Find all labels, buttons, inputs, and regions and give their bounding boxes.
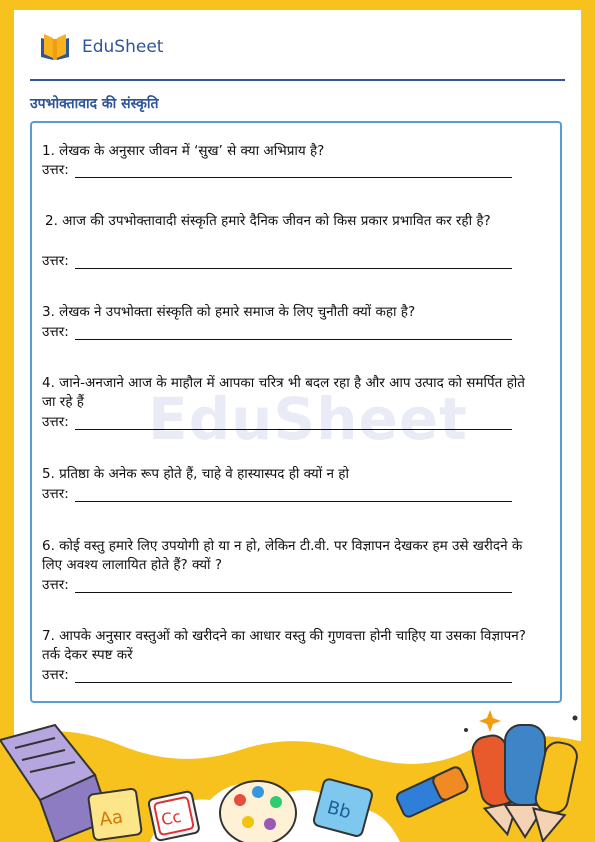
answer-line-6[interactable] <box>75 578 512 593</box>
answer-line-3[interactable] <box>75 325 512 340</box>
answer-row-1 <box>42 160 512 178</box>
answer-label: उत्तर: <box>42 577 69 593</box>
answer-line-2[interactable] <box>75 254 512 269</box>
brand-name: EduSheet <box>82 37 164 57</box>
worksheet-title: उपभोक्तावाद की संस्कृति <box>30 96 159 112</box>
svg-text:Bb: Bb <box>324 797 354 824</box>
svg-text:Aa: Aa <box>98 806 125 831</box>
alphabet-block-a-icon <box>88 788 142 840</box>
answer-label: उत्तर: <box>42 253 69 269</box>
question-2: 2. आज की उपभोक्तावादी संस्कृति हमारे दैनिक जीवन को किस प्रकार प्रभावित कर रही है? <box>45 213 491 229</box>
answer-row-4 <box>42 412 512 430</box>
answer-line-5[interactable] <box>75 487 512 502</box>
answer-line-7[interactable] <box>75 668 512 683</box>
watermark: EduSheet <box>148 385 468 453</box>
answer-label: उत्तर: <box>42 667 69 683</box>
stationery-illustration <box>0 700 595 842</box>
question-4: 4. जाने-अनजाने आज के माहौल में आपका चरित्र भी बदल रहा है और आप उत्पाद को समर्पित होते जा रहे हैं <box>42 375 525 410</box>
answer-label: उत्तर: <box>42 324 69 340</box>
answer-line-4[interactable] <box>75 415 512 430</box>
answer-label: उत्तर: <box>42 162 69 178</box>
question-7: 7. आपके अनुसार वस्तुओं को खरीदने का आधार वस्तु की गुणवत्ता होनी चाहिए या उसका विज्ञापन? तर्क देकर स्पष्ट करें <box>42 628 526 663</box>
answer-row-2 <box>42 251 512 269</box>
answer-line-1[interactable] <box>75 163 512 178</box>
paint-palette-icon <box>220 781 296 842</box>
svg-text:Cc: Cc <box>159 806 183 830</box>
answer-row-6 <box>42 575 512 593</box>
question-5: 5. प्रतिष्ठा के अनेक रूप होते हैं, चाहे वे हास्यास्पद ही क्यों न हो <box>42 466 349 482</box>
header-divider <box>30 79 565 81</box>
answer-row-3 <box>42 322 512 340</box>
alphabet-block-c-icon <box>148 791 200 841</box>
question-6: 6. कोई वस्तु हमारे लिए उपयोगी हो या न हो, लेकिन टी.वी. पर विज्ञापन देखकर हम उसे खरीदने के लिए अवश्य लालायित होते हैं? क्यों ? <box>42 538 523 573</box>
answer-row-5 <box>42 484 512 502</box>
answer-row-7 <box>42 665 512 683</box>
answer-label: उत्तर: <box>42 486 69 502</box>
logo <box>38 30 163 64</box>
question-1: 1. लेखक के अनुसार जीवन में ‘सुख’ से क्या अभिप्राय है? <box>42 143 325 159</box>
answer-label: उत्तर: <box>42 414 69 430</box>
question-3: 3. लेखक ने उपभोक्ता संस्कृति को हमारे समाज के लिए चुनौती क्यों कहा है? <box>42 304 416 320</box>
book-logo-icon <box>38 30 72 64</box>
